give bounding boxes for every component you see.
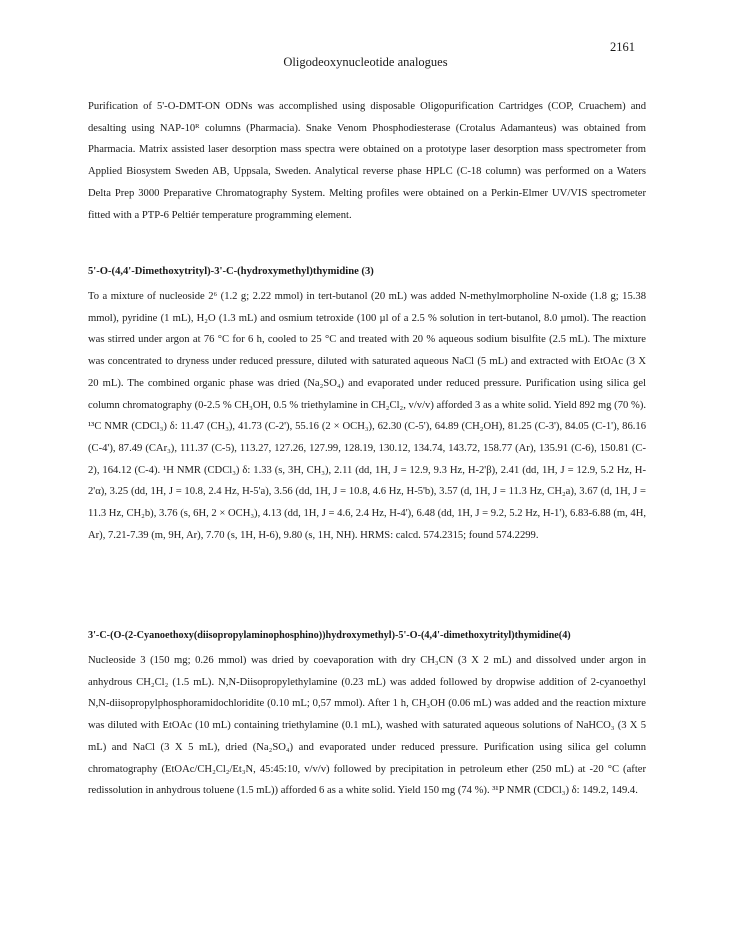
- section-heading-compound-4: 3'-C-(O-(2-Cyanoethoxy(diisopropylaminophosphino))hydroxymethyl)-5'-O-(4,4'-dimethoxytrityl)thymidine(4): [88, 630, 571, 641]
- intro-paragraph: Purification of 5'-O-DMT-ON ODNs was accomplished using disposable Oligopurification Cartridges (COP, Cruachem) and desalting using NAP-10ᴿ columns (Pharmacia). Snake Venom Phosphodiesterase (Crotalus Adamanteus) was obtained from Pharmacia. Matrix assisted laser desorption mass spectra were obtained on a prototype laser desorption mass spectrometer from Applied Biosystem Sweden AB, Uppsala, Sweden. Analytical reverse phase HPLC (C-18 column) was performed on a Waters Delta Prep 3000 Preparative Chromatography System. Melting profiles were obtained on a Perkin-Elmer UV/VIS spectrometer fitted with a PTP-6 Peltiér temperature programming element.: [88, 101, 646, 221]
- page-number: 2161: [610, 40, 635, 54]
- section-heading-compound-3: 5'-O-(4,4'-Dimethoxytrityl)-3'-C-(hydroxymethyl)thymidine (3): [88, 266, 374, 277]
- running-head: Oligodeoxynucleotide analogues: [283, 55, 448, 69]
- section-body-compound-3: To a mixture of nucleoside 2⁶ (1.2 g; 2.22 mmol) in tert-butanol (20 mL) was added N-methylmorpholine N-oxide (1.8 g; 15.38 mmol), pyridine (1 mL), H₂O (1.3 mL) and osmium tetroxide (100 µl of a 2.5 % solution in tert-butanol, 8.0 µmol). The reaction was stirred under argon at 76 °C for 6 h, cooled to 25 °C and treated with 20 % aqueous sodium bisulfite (2.5 mL). The mixture was concentrated to dryness under reduced pressure, diluted with saturated aqueous NaCl (5 mL) and extracted with EtOAc (3 X 20 mL). The combined organic phase was dried (Na₂SO₄) and evaporated under reduced pressure. Purification using silica gel column chromatography (0-2.5 % CH₃OH, 0.5 % triethylamine in CH₂Cl₂, v/v/v) afforded 3 as a white solid. Yield 892 mg (70 %). ¹³C NMR (CDCl₃) δ: 11.47 (CH₃), 41.73 (C-2'), 55.16 (2 × OCH₃), 62.30 (C-5'), 64.89 (CH₂OH), 81.25 (C-3'), 84.05 (C-1'), 86.16 (C-4'), 87.49 (CAr₃), 111.37 (C-5), 113.27, 127.26, 127.99, 128.19, 130.12, 134.74, 143.72, 158.77 (Ar), 135.91 (C-6), 150.81 (C-2), 164.12 (C-4). ¹H NMR (CDCl₃) δ: 1.33 (s, 3H, CH₃), 2.11 (dd, 1H, J = 12.9, 9.3 Hz, H-2'β), 2.41 (dd, 1H, J = 12.9, 5.2 Hz, H-2'α), 3.25 (dd, 1H, J = 10.8, 2.4 Hz, H-5'a), 3.56 (dd, 1H, J = 10.8, 4.6 Hz, H-5'b), 3.57 (d, 1H, J = 11.3 Hz, CH₂a), 3.67 (d, 1H, J = 11.3 Hz, CH₂b), 3.76 (s, 6H, 2 × OCH₃), 4.13 (dd, 1H, J = 4.6, 2.4 Hz, H-4'), 6.48 (dd, 1H, J = 9.2, 5.2 Hz, H-1'), 6.83-6.88 (m, 4H, Ar), 7.21-7.39 (m, 9H, Ar), 7.70 (s, 1H, H-6), 9.80 (s, 1H, NH). HRMS: calcd. 574.2315; found 574.2299.: [88, 291, 646, 541]
- section-body-compound-4: Nucleoside 3 (150 mg; 0.26 mmol) was dried by coevaporation with dry CH₃CN (3 X 2 mL) and dissolved under argon in anhydrous CH₂Cl₂ (1.5 mL). N,N-Diisopropylethylamine (0.23 mL) was added followed by dropwise addition of 2-cyanoethyl N,N-diisopropylphosphoramidochloridite (0.10 mL; 0,57 mmol). After 1 h, CH₃OH (0.06 mL) was added and the reaction mixture was diluted with EtOAc (10 mL) containing triethylamine (0.1 mL), washed with saturated aqueous solutions of NaHCO₃ (3 X 5 mL) and NaCl (3 X 5 mL), dried (Na₂SO₄) and evaporated under reduced pressure. Purification using silica gel column chromatography (EtOAc/CH₂Cl₂/Et₃N, 45:45:10, v/v/v) followed by precipitation in petroleum ether (250 mL) at -20 °C (after redissolution in anhydrous toluene (1.5 mL)) afforded 6 as a white solid. Yield 150 mg (74 %). ³¹P NMR (CDCl₃) δ: 149.2, 149.4.: [88, 655, 646, 797]
